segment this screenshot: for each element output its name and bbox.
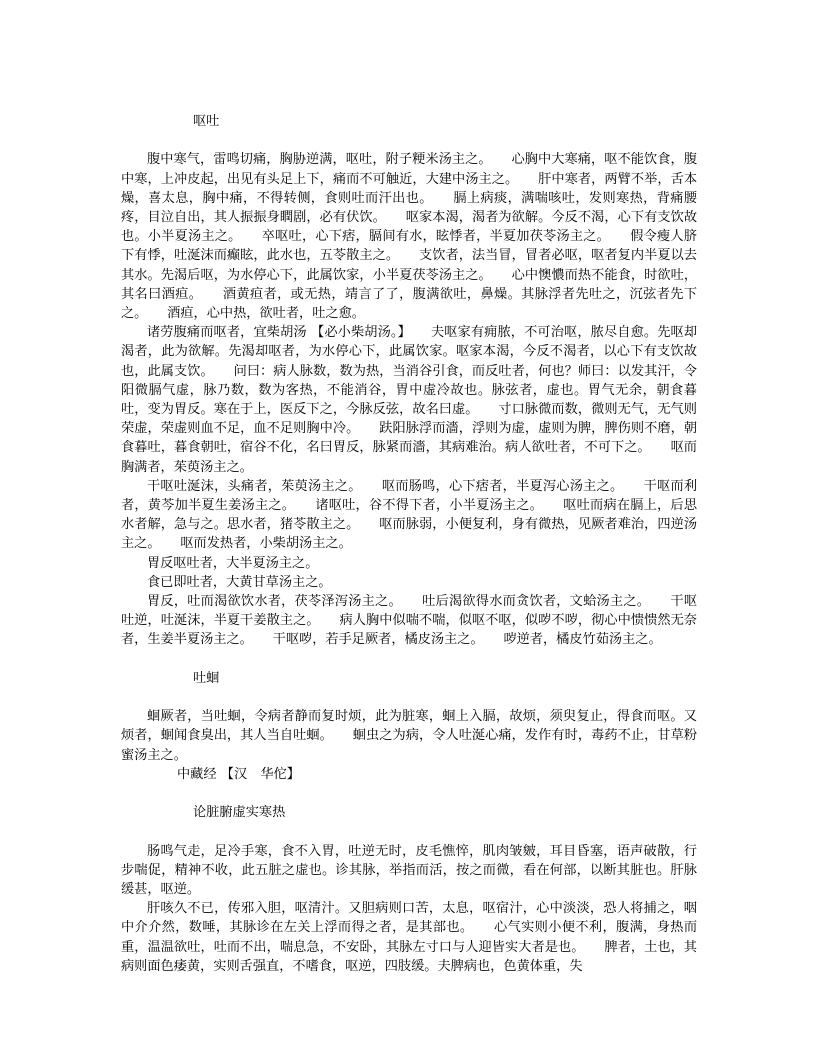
paragraph [121,323,697,477]
text-segment: 心气实则小便不利，腹满，身热而重，温温欲吐，吐而不出，喘息急，不安卧，其脉左寸口与人迎皆实大者是也。 [121,920,698,955]
text-segment: 胃反呕吐者，大半夏汤主之。 [147,555,319,571]
paragraph [121,592,697,650]
text-segment: 肝咳久不已，传邪入胆，呕清汁。又胆病则口苦，太息，呕宿汁，心中淡淡，恐人将捕之，咽中介介然，数唾，其脉诊在左关上浮而得之者，是其部也。 [121,901,697,936]
text-segment: 脾者，土也，其病则面色痿黄，实则舌强直，不嗜食，呕逆，四肢缓。夫脾病也，色黄体重，失 [121,939,697,974]
document-body [121,112,697,976]
source-citation: 中藏经 【汉 华佗】 [177,766,300,782]
text-segment: 病人胸中似喘不喘，似呕不呕，似哕不哕，彻心中愦愦然无奈者，生姜半夏汤主之。 [121,613,697,648]
text-segment: 寸口脉微而数，微则无气，无气则荣虚，荣虚则血不足，血不足则胸中冷。 [121,402,697,437]
paragraph [121,477,697,554]
text-segment: 呕而脉弱，小便复利，身有微热，见厥者难治，四逆汤主之。 [121,517,698,552]
text-segment: 肝中寒者，两臂不举，舌本燥，喜太息，胸中痛，不得转侧，食则吐而汗出也。 [121,171,698,206]
paragraph [121,150,697,323]
paragraph [121,707,697,765]
text-segment: 干呕吐逆，吐涎沫，半夏干姜散主之。 [121,594,698,629]
section-title-vomiting-roundworm: 吐蛔 [193,670,220,686]
spacer [121,688,697,707]
spacer [121,650,697,669]
text-segment: 呕而发热者，小柴胡汤主之。 [180,536,352,552]
text-segment: 问曰：病人脉数，数为热，当消谷引食，而反吐者，何也？师曰：以发其汗，令阳微膈气虚，脉乃数，数为客热，不能消谷，胃中虚冷故也。脉弦者，虚也。胃气无余，朝食暮吐，变为胃反。寒在于上，医反下之，今脉反弦，故名曰虚。 [121,363,697,418]
text-segment: 食已即吐者，大黄甘草汤主之。 [147,574,332,590]
text-segment: 心中懊憹而热不能食，时欲吐，其名曰酒疸。 [121,267,698,302]
text-segment: 干呕而利者，黄芩加半夏生姜汤主之。 [121,478,698,514]
text-segment: 腹中寒气，雷鸣切痛，胸胁逆满，呕吐，附子粳米汤主之。 [147,152,485,168]
text-segment: 呕家本渴，渴者为欲解。今反不渴，心下有支饮故也。小半夏汤主之。 [121,210,698,245]
text-segment: 酒黄疸者，或无热，靖言了了，腹满欲吐，鼻燥。其脉浮者先吐之，沉弦者先下之。 [121,286,698,322]
text-segment: 干呕哕，若手足厥者，橘皮汤主之。 [272,632,478,648]
paragraph [121,842,697,900]
section-title-organs-deficiency-excess: 论脏腑虚实寒热 [193,805,286,821]
spacer [121,131,697,150]
text-segment: 呕而胸满者，茱萸汤主之。 [121,440,697,475]
text-segment: 吐后渴欲得水而贪饮者，文蛤汤主之。 [422,594,644,610]
paragraph [121,573,697,592]
paragraph [121,899,697,976]
text-segment: 诸呕吐，谷不得下者，小半夏汤主之。 [315,498,537,514]
text-segment: 酒疸，心中热，欲吐者，吐之愈。 [167,306,365,322]
text-segment: 膈上病痰，满喘咳吐，发则寒热，背痛腰疼，目泣自出，其人振振身瞤剧，必有伏饮。 [121,190,698,225]
text-segment: 卒呕吐，心下痞，膈间有水，眩悸者，半夏加茯苓汤主之。 [261,229,604,245]
text-segment: 呕吐而病在膈上，后思水者解，急与之。思水者，猪苓散主之。 [121,498,698,533]
text-segment: 支饮者，法当冒，冒者必呕，呕者复内半夏以去其水。先渴后呕，为水停心下，此属饮家，小半夏茯苓汤主之。 [121,248,697,283]
text-segment: 蛔厥者，当吐蛔，令病者静而复时烦，此为脏寒，蛔上入膈，故烦，须臾复止，得食而呕。又烦者，蛔闻食臭出，其人当自吐蛔。 [121,709,697,744]
paragraph [121,554,697,573]
text-segment: 哕逆者，橘皮竹茹汤主之。 [503,632,662,648]
text-segment: 诸劳腹痛而呕者，宜柴胡汤 【必小柴胡汤。】 [147,325,405,341]
spacer [121,784,697,803]
text-segment: 呕而肠鸣，心下痞者，半夏泻心汤主之。 [381,478,617,494]
text-segment: 趺阳脉浮而濇，浮则为虚，虚则为脾，脾伤则不磨，朝食暮吐，暮食朝吐，宿谷不化，名曰胃反，脉紧而濇，其病难治。病人欲吐者，不可下之。 [121,421,698,456]
spacer [121,822,697,841]
text-segment: 夫呕家有痈脓，不可治呕，脓尽自愈。先呕却渴者，此为欲解。先渴却呕者，为水停心下，此属饮家。呕家本渴，今反不渴者，以心下有支饮故也，此属支饮。 [121,325,698,379]
text-segment: 肠鸣气走，足冷手寒，食不入胃，吐逆无时，皮毛憔悴，肌肉皱皴，耳目昏塞，语声破散，行步喘促，精神不收，此五脏之虚也。诊其脉，举指而活，按之而微，看在何部，以断其脏也。肝脉缓甚，呕逆。 [121,843,697,898]
text-segment: 蛔虫之为病，令人吐涎心痛，发作有时，毒药不止，甘草粉蜜汤主之。 [121,728,698,763]
text-segment: 心胸中大寒痛，呕不能饮食，腹中寒，上冲皮起，出见有头足上下，痛而不可触近，大建中汤主之。 [121,152,698,187]
text-segment: 假令瘦人脐下有悸，吐涎沫而癫眩，此水也，五苓散主之。 [121,229,698,264]
text-segment: 干呕吐涎沫，头痛者，茱萸汤主之。 [147,478,356,494]
text-segment: 胃反，吐而渴欲饮水者，茯苓泽泻汤主之。 [147,594,396,610]
section-title-vomiting: 呕吐 [193,114,220,129]
